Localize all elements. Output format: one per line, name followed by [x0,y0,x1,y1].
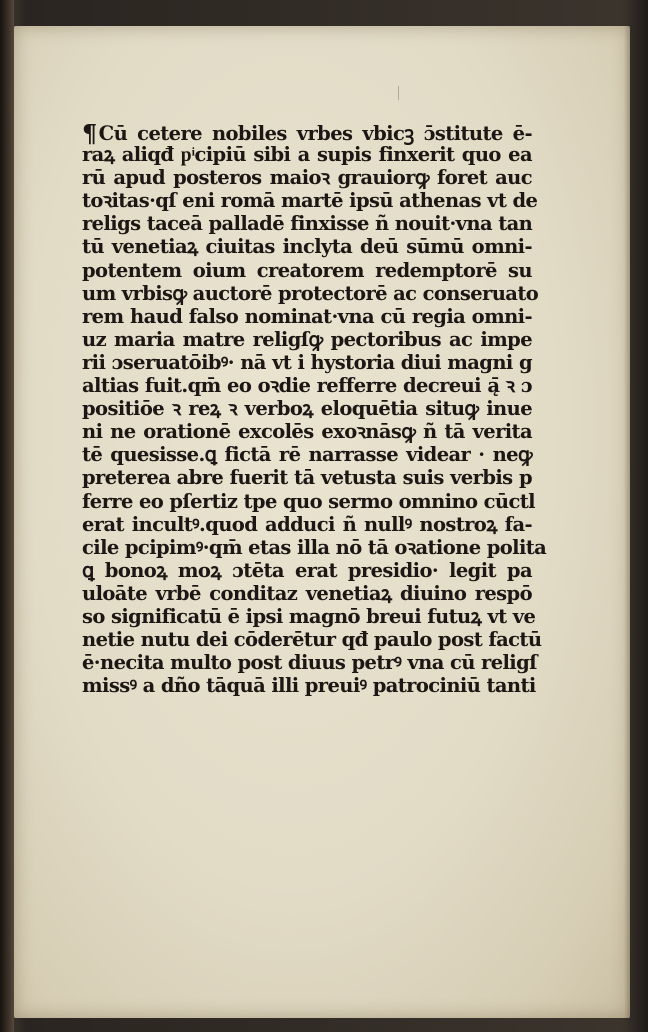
text-line: ferre eo pſertiz tpe quo sermo omnino cūctl [82,489,535,513]
text-line: ꝗ bonoꝝ moꝝ ɔtēta erat presidio· legit pa [82,558,532,582]
text-line: uloāte vrbē conditaz venetiaꝝ diuino respō [82,581,532,605]
text-line: preterea abre fuerit tā vetusta suis verbis p [82,466,532,490]
text-line: missꝰ a dño tāquā illi preuiꝰ patrociniū tanti [82,674,536,698]
line-text: Cū cetere nobiles vrbes vbicꝫ ɔ̄stitute ē- [98,122,532,145]
text-line: uz maria matre religſꝙ pectoribus ac impe [82,327,532,351]
incunabulum-page [14,26,630,1018]
text-line: positiōe ꝛ reꝝ ꝛ verboꝝ eloquētia situꝙ inue [82,397,532,421]
text-line: rem haud falso nominat·vna cū regia omni- [82,304,532,328]
pilcrow-icon: ¶ [82,119,97,148]
text-line: erat incultꝰ.quod adduci ñ nullꝰ nostroꝝ fa- [82,512,532,536]
text-line: religs taceā palladē finxisse ñ nouit·vna tan [82,212,533,236]
ink-mark [398,86,399,100]
text-line: toꝛitas·qſ eni romā martē ipsū athenas vt de [82,189,538,213]
text-line: ni ne orationē excolēs exoꝛnāsꝙ ñ tā verita [82,420,532,444]
text-line: um vrbisꝙ auctorē protectorē ac conseruato [82,281,539,305]
book-binding [0,0,14,1032]
text-line: rii ɔseruatōibꝰ· nā vt i hystoria diui magni g [82,350,532,374]
text-line: tē quesisse.ꝗ fictā rē narrasse videar · neꝙ [82,443,532,467]
text-line: tū venetiaꝝ ciuitas inclyta deū sūmū omni- [82,235,532,259]
text-line: so significatū ē ipsi magnō breui futuꝝ vt ve [82,604,536,628]
text-line: raꝝ aliqđ pͥcipiū sibi a supis finxerit quo ea [82,143,532,167]
text-line: potentem oium creatorem redemptorē su [82,258,532,282]
text-block [82,119,547,698]
text-line: ē·necita multo post diuus petrꝰ vna cū religſ [82,651,537,675]
text-line: rū apud posteros maioꝛ grauiorꝙ foret auc [82,166,532,190]
text-line: netie nutu dei cōderētur qđ paulo post factū [82,628,542,652]
text-line: cile pcipimꝰ·qm̄ etas illa nō tā oꝛatione polita [82,535,547,559]
text-line: altias fuit.qm̄ eo oꝛdie refferre decreui ą̄ ꝛ ɔ [82,374,532,398]
text-line [82,119,532,148]
